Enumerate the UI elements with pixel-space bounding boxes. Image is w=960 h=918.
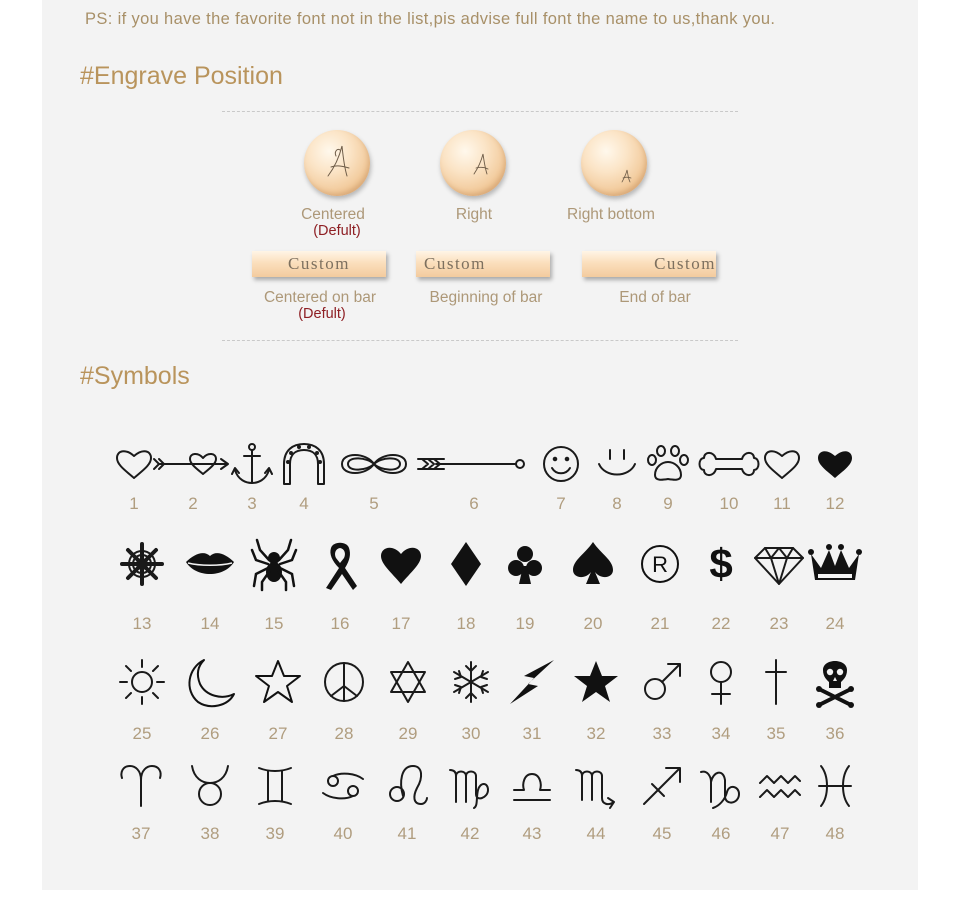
arrow-icon [418, 459, 524, 469]
paw-print-icon [648, 446, 688, 480]
female-symbol-icon [711, 662, 731, 704]
symbol-number: 37 [131, 824, 151, 843]
position-label-right: Right [455, 206, 493, 223]
symbol-number: 17 [391, 614, 411, 633]
taurus-icon [192, 766, 228, 805]
position-label-right-bottom: Right bottom [567, 206, 655, 223]
cross-icon [766, 660, 786, 704]
infinity-icon [342, 455, 406, 473]
svg-text:$: $ [709, 540, 733, 587]
bar-text-centered: Custom [288, 254, 350, 273]
leo-icon [390, 766, 427, 804]
symbol-number: 25 [132, 724, 152, 743]
symbol-number: 24 [825, 614, 845, 633]
bar-text-beginning: Custom [424, 254, 486, 273]
symbol-number: 15 [264, 614, 284, 633]
lips-icon [186, 553, 234, 574]
symbol-number: 34 [711, 724, 731, 743]
symbol-number: 23 [769, 614, 789, 633]
capricorn-icon [701, 772, 739, 808]
scorpio-icon [576, 770, 614, 808]
symbol-number: 20 [583, 614, 603, 633]
peace-icon [325, 663, 363, 701]
symbol-number: 32 [586, 724, 606, 743]
symbol-number: 4 [299, 494, 309, 513]
symbol-number: 14 [200, 614, 220, 633]
symbol-number: 19 [515, 614, 535, 633]
anchor-icon [232, 444, 272, 483]
symbol-number: 10 [719, 494, 739, 513]
symbol-number: 42 [460, 824, 480, 843]
star-of-david-icon [391, 662, 425, 702]
symbol-number: 35 [766, 724, 786, 743]
star-outline-icon [256, 661, 300, 702]
symbol-number: 47 [770, 824, 790, 843]
symbol-number: 36 [825, 724, 845, 743]
ship-wheel-icon [122, 544, 162, 584]
ps-note: PS: if you have the favorite font not in the list,pis advise full font the name to us,thank you. [85, 10, 776, 28]
diamond-suit-icon [451, 542, 481, 586]
symbol-number: 31 [522, 724, 542, 743]
position-default-note: (Defult) [313, 223, 361, 239]
symbol-number: 13 [132, 614, 152, 633]
bar-label-beginning: Beginning of bar [429, 289, 543, 306]
symbol-number: 39 [265, 824, 285, 843]
symbol-number: 8 [612, 494, 622, 513]
symbol-number: 45 [652, 824, 672, 843]
libra-icon [514, 774, 550, 800]
cancer-icon [323, 774, 363, 799]
crescent-moon-icon [189, 660, 234, 706]
lightning-icon [510, 660, 554, 704]
symbol-number: 30 [461, 724, 481, 743]
symbol-number: 26 [200, 724, 220, 743]
symbol-number: 9 [663, 494, 673, 513]
bone-icon [700, 453, 759, 475]
symbol-number: 7 [556, 494, 566, 513]
symbol-number: 44 [586, 824, 606, 843]
symbol-number: 38 [200, 824, 220, 843]
virgo-icon [450, 770, 488, 808]
symbol-number: 33 [652, 724, 672, 743]
symbol-number: 46 [711, 824, 731, 843]
symbol-number: 1 [129, 494, 139, 513]
symbol-number: 11 [773, 494, 791, 513]
symbol-number: 18 [456, 614, 476, 633]
horseshoe-icon [284, 444, 324, 484]
symbol-number: 41 [397, 824, 417, 843]
aries-icon [121, 766, 160, 806]
gemini-icon [259, 768, 291, 804]
symbol-number: 5 [369, 494, 379, 513]
arrow-through-heart-icon [154, 454, 228, 474]
heart-outline-icon [765, 451, 799, 478]
symbol-number: 27 [268, 724, 288, 743]
symbol-number: 40 [333, 824, 353, 843]
symbol-number: 2 [188, 494, 198, 513]
awareness-ribbon-icon [326, 543, 357, 590]
symbol-number: 28 [334, 724, 354, 743]
smiley-face-icon [544, 447, 578, 481]
spider-icon [252, 540, 296, 590]
aquarius-icon [760, 776, 800, 797]
bar-default-note: (Defult) [298, 306, 346, 322]
symbol-number: 43 [522, 824, 542, 843]
bar-text-end: Custom [654, 254, 716, 273]
male-symbol-icon [645, 664, 680, 699]
symbol-number: 22 [711, 614, 731, 633]
sun-icon [120, 660, 164, 704]
pisces-icon [819, 766, 851, 806]
symbol-number: 3 [247, 494, 257, 513]
sagittarius-icon [644, 768, 680, 804]
engrave-position-heading: #Engrave Position [80, 62, 283, 90]
symbol-number: 12 [825, 494, 845, 513]
crown-icon [808, 544, 862, 580]
heart-suit-icon [381, 548, 421, 584]
position-label-centered: Centered [301, 206, 365, 223]
registered-icon [642, 546, 678, 582]
heart-filled-icon [818, 451, 852, 478]
symbol-number: 29 [398, 724, 418, 743]
symbols-heading: #Symbols [80, 362, 190, 390]
snowflake-icon [454, 662, 488, 702]
club-suit-icon [508, 546, 542, 584]
spade-suit-icon [573, 542, 613, 584]
diamond-gem-icon [755, 548, 803, 584]
bar-label-centered: Centered on bar [263, 289, 377, 306]
heart-outline-icon [117, 451, 151, 478]
star-filled-icon [574, 661, 618, 702]
symbol-number: 6 [469, 494, 479, 513]
bar-label-end: End of bar [619, 289, 691, 306]
skull-crossbones-icon [816, 661, 854, 708]
symbol-number: 48 [825, 824, 845, 843]
svg-text:R: R [652, 552, 668, 577]
symbol-number: 16 [330, 614, 350, 633]
symbol-number: 21 [650, 614, 670, 633]
smile-icon [599, 450, 635, 475]
dollar-icon [709, 540, 732, 587]
